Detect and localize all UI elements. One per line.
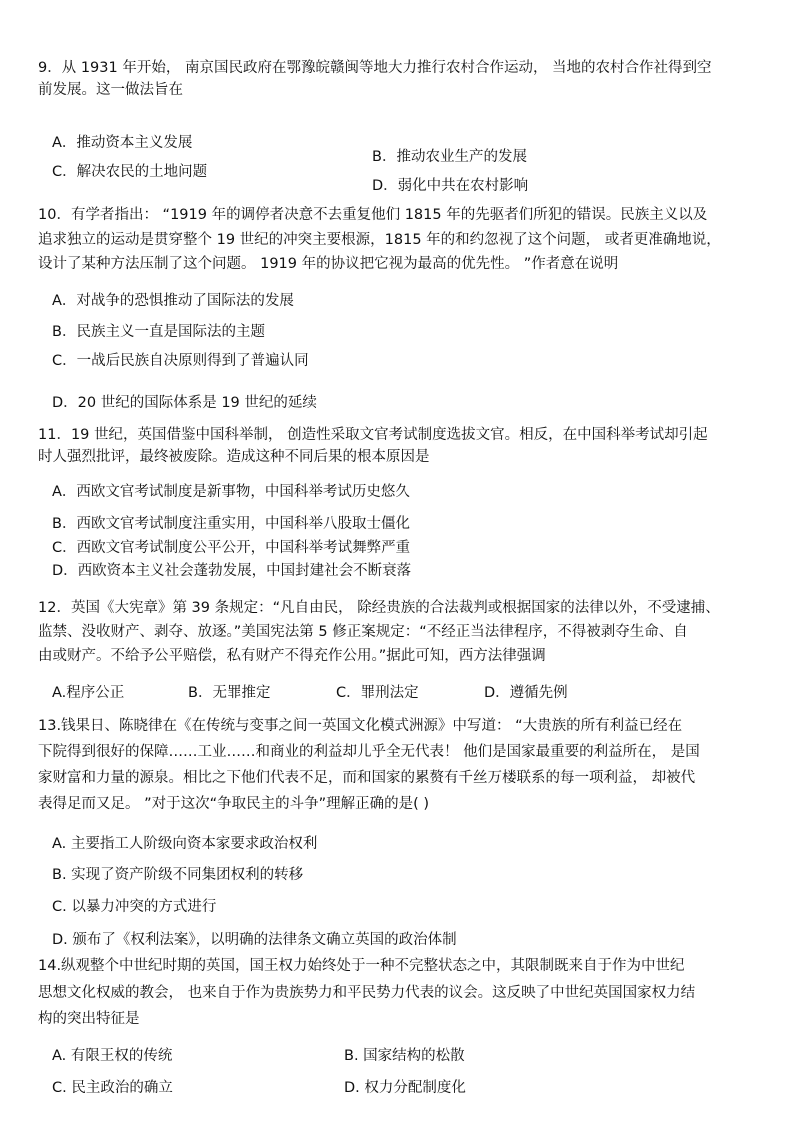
q10-option-a: A．对战争的恐惧推动了国际法的发展: [52, 293, 294, 309]
q14-option-d: D. 权力分配制度化: [344, 1080, 466, 1096]
q14-stem-line-2: 思想文化权威的教会， 也来自于作为贵族势力和平民势力代表的议会。这反映了中世纪英国国家权力结: [38, 985, 696, 1001]
q9-stem-line-1: 9．从 1931 年开始， 南京国民政府在鄂豫皖赣闽等地大力推行农村合作运动， 当地的农村合作社得到空: [38, 60, 712, 76]
q11-stem-line-2: 时人强烈批评，最终被废除。造成这种不同后果的根本原因是: [38, 449, 430, 465]
q13-stem-line-2: 下院得到很好的保障……工业……和商业的利益却儿乎全无代表！ 他们是国家最重要的利益所在， 是国: [38, 744, 700, 760]
q11-option-a: A．西欧文官考试制度是新事物，中国科举考试历史悠久: [52, 484, 410, 500]
q13-option-a: A. 主要指工人阶级向资本家要求政治权利: [52, 836, 318, 852]
q9-option-c: C．解决农民的土地问题: [52, 164, 208, 180]
q12-option-b: B．无罪推定: [188, 685, 271, 701]
q13-option-d: D. 颁布了《权利法案》，以明确的法律条文确立英国的政治体制: [52, 932, 457, 948]
q12-stem-line-1: 12．英国《大宪章》第 39 条规定：“凡自由民， 除经贵族的合法裁判或根据国家的法律以外，不受逮捕、: [38, 600, 720, 616]
q14-stem-line-3: 构的突出特征是: [38, 1011, 140, 1027]
q9-option-a: A．推动资本主义发展: [52, 135, 193, 151]
q9-option-d: D．弱化中共在农村影响: [372, 178, 529, 194]
q13-option-b: B. 实现了资产阶级不同集团权利的转移: [52, 867, 304, 883]
q10-option-c: C．一战后民族自决原则得到了普遍认同: [52, 353, 309, 369]
q12-stem-line-3: 由或财产。不给予公平赔偿，私有财产不得充作公用。”据此可知，西方法律强调: [38, 648, 546, 664]
q11-option-d: D．西欧资本主义社会蓬勃发展，中国封建社会不断衰落: [52, 563, 412, 579]
q13-stem-line-1: 13.钱果日、陈晓律在《在传统与变事之间一英国文化模式洲源》中写道： “大贵族的所有利益已经在: [38, 718, 683, 734]
q13-option-c: C. 以暴力冲突的方式进行: [52, 899, 217, 915]
q12-option-a: A.程序公正: [52, 685, 125, 701]
q12-stem-line-2: 监禁、没收财产、剥夺、放逐。”美国宪法第 5 修正案规定：“不经正当法律程序，不得被剥夺生命、自: [38, 624, 688, 640]
q10-stem-line-2: 追求独立的运动是贯穿整个 19 世纪的冲突主要根源，1815 年的和约忽视了这个问题， 或者更准确地说，: [38, 232, 721, 248]
q14-option-c: C. 民主政治的确立: [52, 1080, 173, 1096]
q14-option-b: B. 国家结构的松散: [344, 1048, 465, 1064]
q13-stem-line-4: 表得足而又足。 ”对于这次“争取民主的斗争”理解正确的是( ): [38, 796, 430, 812]
q9-stem-line-2: 前发展。这一做法旨在: [38, 82, 183, 98]
q13-stem-line-3: 家财富和力量的源泉。相比之下他们代表不足，而和国家的累赘有千丝万楼联系的每一项利益， 却被代: [38, 770, 696, 786]
q14-stem-line-1: 14.纵观整个中世纪时期的英国，国王权力始终处于一种不完整状态之中，其限制既来自于作为中世纪: [38, 958, 685, 974]
q14-option-a: A. 有限王权的传统: [52, 1048, 173, 1064]
q10-option-d: D．20 世纪的国际体系是 19 世纪的延续: [52, 395, 317, 411]
q9-option-b: B．推动农业生产的发展: [372, 149, 527, 165]
q10-stem-line-3: 设计了某种方法压制了这个问题。 1919 年的协议把它视为最高的优先性。 ”作者意在说明: [38, 256, 619, 272]
q10-stem-line-1: 10．有学者指出： “1919 年的调停者决意不去重复他们 1815 年的先驱者们所犯的错误。民族主义以及: [38, 207, 708, 223]
q11-stem-line-1: 11．19 世纪，英国借鉴中国科举制， 创造性采取文官考试制度选拔文官。相反，在中国科举考试却引起: [38, 427, 708, 443]
q10-option-b: B．民族主义一直是国际法的主题: [52, 324, 265, 340]
q11-option-b: B．西欧文官考试制度注重实用，中国科举八股取士僵化: [52, 516, 410, 532]
q12-option-d: D．遵循先例: [484, 685, 568, 701]
q12-option-c: C．罪刑法定: [336, 685, 419, 701]
q11-option-c: C．西欧文官考试制度公平公开，中国科举考试舞弊严重: [52, 540, 411, 556]
